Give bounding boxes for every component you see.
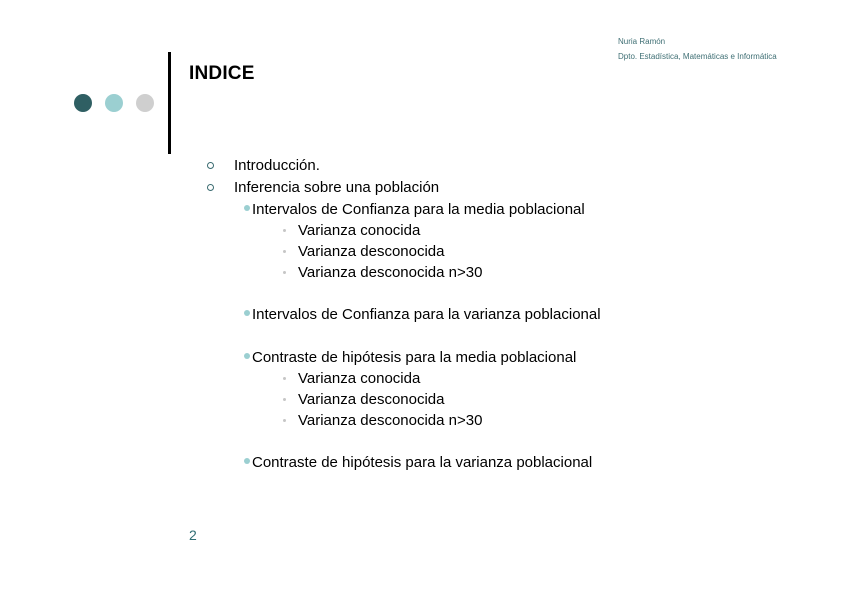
list-item-text: Intervalos de Confianza para la media poblacional — [252, 201, 585, 218]
list-item: Varianza conocida — [298, 370, 421, 387]
small-dot-bullet-icon — [283, 229, 286, 232]
small-dot-bullet-icon — [283, 271, 286, 274]
list-item — [244, 202, 585, 217]
small-dot-bullet-icon — [283, 377, 286, 380]
decor-dot-grey — [136, 94, 154, 112]
list-item — [244, 307, 601, 322]
decor-dot-dark — [74, 94, 92, 112]
dot-bullet-icon — [244, 353, 250, 359]
dot-bullet-icon — [244, 205, 250, 211]
author-name: Nuria Ramón — [618, 37, 666, 46]
small-dot-bullet-icon — [283, 398, 286, 401]
slide-title: INDICE — [189, 63, 255, 84]
list-item — [244, 350, 576, 365]
title-divider — [168, 52, 171, 154]
list-item: Introducción. — [234, 157, 320, 174]
small-dot-bullet-icon — [283, 250, 286, 253]
list-item: Varianza desconocida — [298, 243, 445, 260]
list-item-text: Contraste de hipótesis para la media poblacional — [252, 349, 577, 366]
list-item: Varianza desconocida n>30 — [298, 264, 483, 281]
list-item: Varianza conocida — [298, 222, 421, 239]
decor-dot-light — [105, 94, 123, 112]
ring-bullet-icon — [207, 162, 214, 169]
list-item — [244, 455, 592, 470]
page-number: 2 — [189, 527, 197, 543]
ring-bullet-icon — [207, 184, 214, 191]
department-name: Dpto. Estadística, Matemáticas e Informática — [618, 52, 777, 61]
list-item: Varianza desconocida — [298, 391, 445, 408]
list-item-text: Contraste de hipótesis para la varianza poblacional — [252, 454, 593, 471]
list-item-text: Intervalos de Confianza para la varianza poblacional — [252, 306, 601, 323]
list-item: Varianza desconocida n>30 — [298, 412, 483, 429]
dot-bullet-icon — [244, 458, 250, 464]
list-item: Inferencia sobre una población — [234, 179, 440, 196]
dot-bullet-icon — [244, 310, 250, 316]
small-dot-bullet-icon — [283, 419, 286, 422]
